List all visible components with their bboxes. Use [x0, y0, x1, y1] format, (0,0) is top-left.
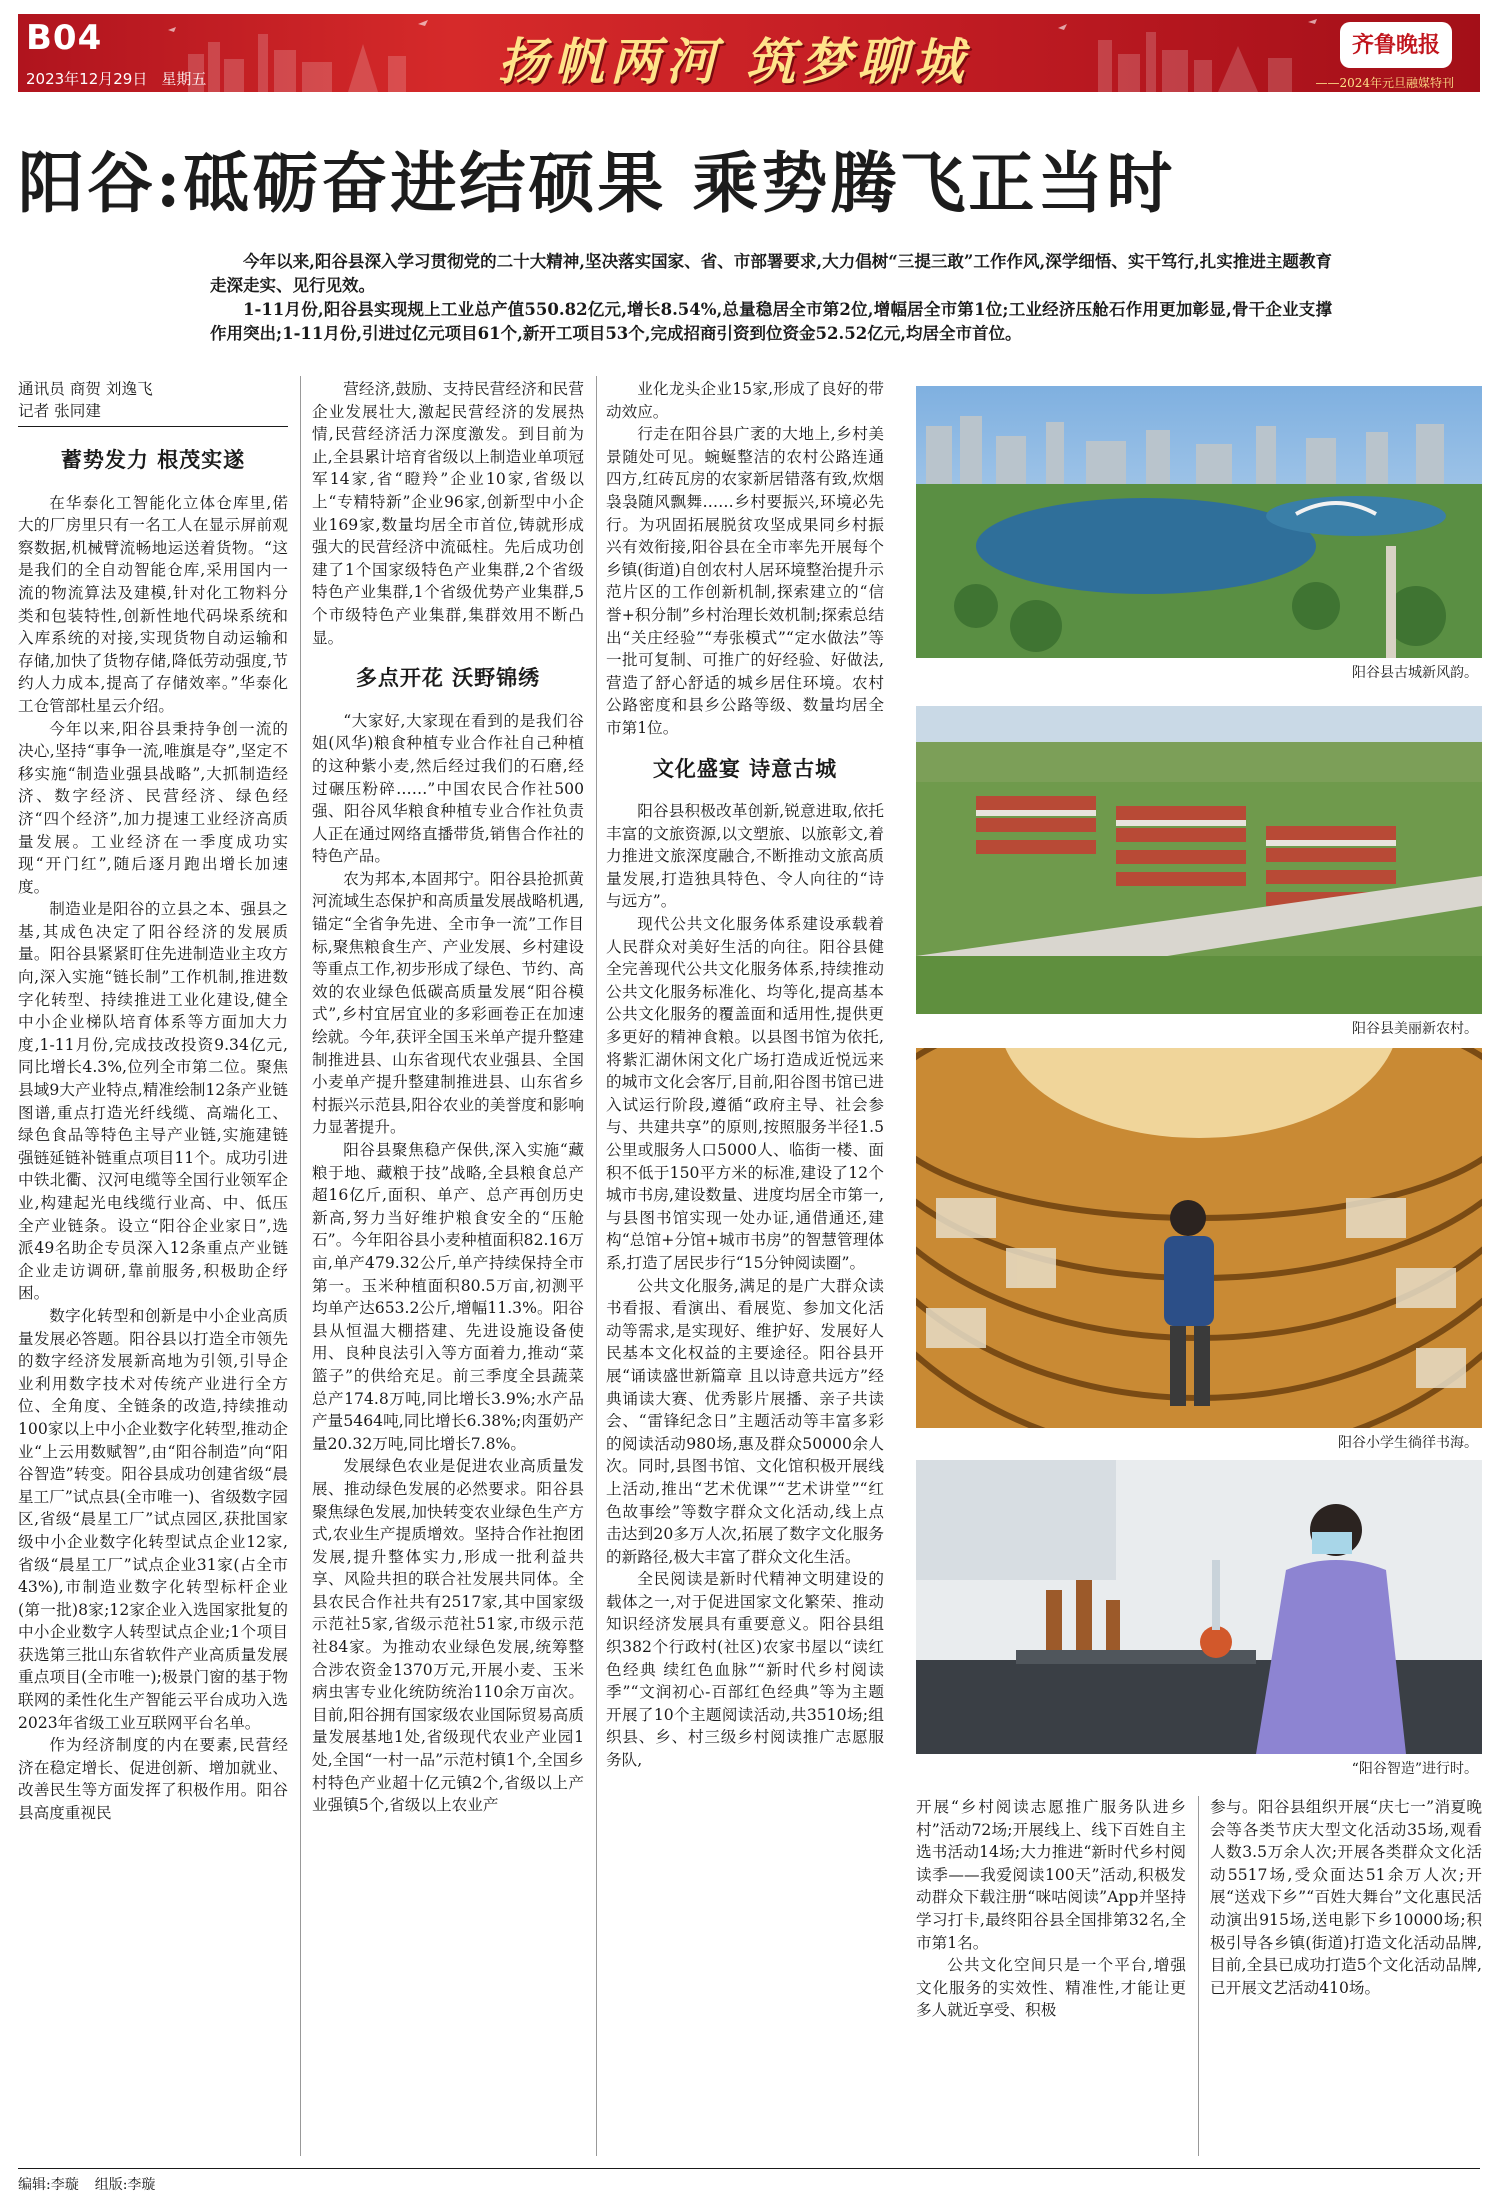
byline-reporter: 记者 张同建 — [18, 402, 101, 420]
photo-caption: “阳谷智造”进行时。 — [1351, 1761, 1478, 1777]
weekday-text: 星期五 — [161, 70, 207, 88]
body-paragraph: 开展“乡村阅读志愿推广服务队进乡村”活动72场;开展线上、线下百姓自主选书活动14场;大力推进“新时代乡村阅读季——我爱阅读100天”活动,积极发动群众下载注册“咪咕阅读”App并坚持学习打卡,最终阳谷县全国排第32名,全市第1名。 — [916, 1798, 1186, 1952]
lead-paragraph: 1-11月份,阳谷县实现规上工业总产值550.82亿元,增长8.54%,总量稳居全市第2位,增幅居全市第1位;工业经济压舱石作用更加彰显,骨干企业支撑作用突出;1-11月份,引进过亿元项目61个,新开工项目53个,完成招商引资到位资金52.52亿元,均居全市首位。 — [210, 300, 1332, 343]
date-text: 2023年12月29日 — [26, 70, 148, 88]
editor-credit: 编辑:李璇 — [18, 2177, 79, 2193]
column-2 — [312, 378, 584, 1817]
body-paragraph: 阳谷县聚焦稳产保供,深入实施“藏粮于地、藏粮于技”战略,全县粮食总产超16亿斤,面积、单产、总产再创历史新高,努力当好维护粮食安全的“压舱石”。今年阳谷县小麦种植面积82.16万亩,单产479.32公斤,单产持续保持全市第一。玉米种植面积80.5万亩,初测平均单产达653.2公斤,增幅11.3%。阳谷县从恒温大棚搭建、先进设施设备使用、良种良法引入等方面着力,推动“菜篮子”的供给充足。前三季度全县蔬菜总产174.8万吨,同比增长3.9%;水产品产量5464吨,同比增长6.38%;肉蛋奶产量20.32万吨,同比增长7.8%。 — [312, 1141, 584, 1453]
lead-paragraph: 今年以来,阳谷县深入学习贯彻党的二十大精神,坚决落实国家、省、市部署要求,大力倡树“三提三敢”工作作风,深学细悟、实干笃行,扎实推进主题教育走深走实、见行见效。 — [210, 252, 1332, 295]
photo-caption: 阳谷县美丽新农村。 — [1352, 1021, 1478, 1037]
article-lead — [210, 250, 1332, 346]
body-paragraph: 阳谷县积极改革创新,锐意进取,依托丰富的文旅资源,以文塑旅、以旅彰文,着力推进文旅深度融合,不断推动文旅高质量发展,打造独具特色、令人向往的“诗与远方”。 — [606, 802, 884, 911]
section-heading: 文化盛宴 诗意古城 — [652, 756, 838, 781]
body-paragraph: 业化龙头企业15家,形成了良好的带动效应。 — [606, 380, 884, 421]
body-paragraph: 公共文化服务,满足的是广大群众读书看报、看演出、看展览、参加文化活动等需求,是实现好、维护好、发展好人民基本文化权益的主要途径。阳谷县开展“诵读盛世新篇章 且以诗意共远方”经典诵读大赛、优秀影片展播、亲子共读会、“雷锋纪念日”主题活动等丰富多彩的阅读活动980场,惠及群众50000余人次。同时,县图书馆、文化馆积极开展线上活动,推出“艺术优课”“艺术讲堂”“红色故事绘”等数字群众文化活动,线上点击达到20多万人次,拓展了数字文化服务的新路径,极大丰富了群众文化生活。 — [606, 1276, 884, 1566]
body-paragraph: 公共文化空间只是一个平台,增强文化服务的实效性、精准性,才能让更多人就近享受、积极 — [916, 1956, 1186, 2020]
body-paragraph: 在华泰化工智能化立体仓库里,偌大的厂房里只有一名工人在显示屏前观察数据,机械臂流畅地运送着货物。“这是我们的全自动智能仓库,采用国内一流的物流算法及建模,针对化工物料分类和包装特性,创新性地代码垛系统和入库系统的对接,实现货物自动运输和存储,加快了货物存储,降低劳动强度,节约人力成本,提高了存储效率。”华泰化工仓管部杜星云介绍。 — [18, 493, 288, 715]
body-paragraph: 作为经济制度的内在要素,民营经济在稳定增长、促进创新、增加就业、改善民生等方面发挥了积极作用。阳谷县高度重视民 — [18, 1736, 288, 1823]
library-photo-image — [916, 1048, 1482, 1428]
byline-correspondents: 通讯员 商贺 刘逸飞 — [18, 380, 153, 398]
village-photo-image — [916, 706, 1482, 1014]
lab-worker-photo — [916, 1460, 1482, 1754]
page-number: B04 — [26, 18, 103, 58]
photo-caption: 阳谷县古城新风韵。 — [1352, 665, 1478, 681]
column-divider — [300, 376, 301, 2156]
library-photo — [916, 1048, 1482, 1428]
column-1 — [18, 378, 288, 1825]
body-paragraph: 行走在阳谷县广袤的大地上,乡村美景随处可见。蜿蜒整洁的农村公路连通四方,红砖瓦房的农家新居错落有致,炊烟袅袅随风飘舞……乡村要振兴,环境必先行。为巩固拓展脱贫攻坚成果同乡村振兴有效衔接,阳谷县在全市率先开展每个乡镇(街道)自创农村人居环境整治提升示范片区的工作创新机制,探索建立的“信誉+积分制”乡村治理长效机制;探索总结出“关庄经验”“寿张模式”“定水做法”等一批可复制、可推广的好经验、好做法,营造了舒心舒适的城乡居住环境。农村公路密度和县乡公路等级、数量均居全市第1位。 — [606, 425, 884, 737]
footer-rule — [18, 2168, 1480, 2169]
column-5 — [1210, 1796, 1482, 1999]
photo-caption: 阳谷小学生徜徉书海。 — [1338, 1435, 1478, 1451]
column-divider — [596, 376, 597, 2156]
section-slogan: 扬帆两河 筑梦聊城 — [498, 32, 970, 91]
byline — [18, 378, 288, 427]
body-paragraph: 营经济,鼓励、支持民营经济和民营企业发展壮大,激起民营经济的发展热情,民营经济活力深度激发。到目前为止,全县累计培育省级以上制造业单项冠军14家,省“瞪羚”企业10家,省级以上“专精特新”企业96家,创新型中小企业169家,数量均居全市首位,铸就形成强大的民营经济中流砥柱。先后成功创建了1个国家级特色产业集群,2个省级特色产业集群,1个省级优势产业集群,5个市级特色产业集群,集群效用不断凸显。 — [312, 380, 584, 647]
section-heading: 蓄势发力 根茂实遂 — [60, 448, 246, 472]
body-paragraph: 全民阅读是新时代精神文明建设的载体之一,对于促进国家文化繁荣、推动知识经济发展具有重要意义。阳谷县组织382个行政村(社区)农家书屋以“读红色经典 续红色血脉”“新时代乡村阅读季”“文润初心-百部红色经典”等为主题开展了10个主题阅读活动,共3510场;组织县、乡、村三级乡村阅读推广志愿服务队, — [606, 1570, 884, 1770]
lab-worker-photo-image — [916, 1460, 1482, 1754]
issue-date — [26, 68, 220, 89]
lake-city-photo — [916, 386, 1482, 658]
newspaper-logo: 齐鲁晚报 — [1340, 22, 1452, 68]
section-heading: 多点开花 沃野锦绣 — [355, 666, 541, 691]
layout-credit: 组版:李璇 — [94, 2177, 156, 2193]
special-edition-tag: ——2024年元旦融媒特刊 — [1315, 76, 1454, 90]
body-paragraph: 参与。阳谷县组织开展“庆七一”消夏晚会等各类节庆大型文化活动35场,观看人数3.5万余人次;开展各类群众文化活动5517场,受众面达51余万人次;开展“送戏下乡”“百姓大舞台”文化惠民活动演出915场,送电影下乡10000场;积极引导各乡镇(街道)打造文化活动品牌,目前,全县已成功打造5个文化活动品牌,已开展文艺活动410场。 — [1210, 1798, 1482, 1997]
column-divider — [1198, 1796, 1199, 2156]
body-paragraph: 数字化转型和创新是中小企业高质量发展必答题。阳谷县以打造全市领先的数字经济发展新高地为引领,引导企业利用数字技术对传统产业进行全方位、全角度、全链条的改造,持续推动100家以上中小企业数字化转型,推动企业“上云用数赋智”,由“阳谷制造”向“阳谷智造”转变。阳谷县成功创建省级“晨星工厂”试点县(全市唯一)、省级数字园区,省级“晨星工厂”试点园区,获批国家级中小企业数字化转型试点企业12家,省级“晨星工厂”试点企业31家(占全市43%),市制造业数字化转型标杆企业(第一批)8家;12家企业入选国家批复的中小企业数字人转型试点企业;1个项目获选第三批山东省软件产业高质量发展重点项目(全市唯一);极景门窗的基于物联网的柔性化生产智能云平台成功入选2023年省级工业互联网平台名单。 — [18, 1306, 288, 1732]
masthead-band — [18, 14, 1480, 92]
page-footer — [18, 2174, 171, 2194]
body-paragraph: “大家好,大家现在看到的是我们谷姐(风华)粮食种植专业合作社自己种植的这种紫小麦,然后经过我们的石磨,经过碾压粉碎……”中国农民合作社500强、阳谷风华粮食种植专业合作社负责人正在通过网络直播带货,销售合作社的特色产品。 — [312, 711, 584, 866]
column-4 — [916, 1796, 1186, 2022]
village-photo — [916, 706, 1482, 1014]
body-paragraph: 农为邦本,本固邦宁。阳谷县抢抓黄河流域生态保护和高质量发展战略机遇,锚定“全省争先进、全市争一流”工作目标,聚焦粮食生产、产业发展、乡村建设等重点工作,初步形成了绿色、节约、高效的农业绿色低碳高质量发展“阳谷模式”,乡村宜居宜业的多彩画卷正在加速绘就。今年,获评全国玉米单产提升整建制推进县、山东省现代农业强县、全国小麦单产提升整建制推进县、山东省乡村振兴示范县,阳谷农业的美誉度和影响力显著提升。 — [312, 869, 584, 1137]
body-paragraph: 现代公共文化服务体系建设承载着人民群众对美好生活的向往。阳谷县健全完善现代公共文化服务体系,持续推动公共文化服务标准化、均等化,提高基本公共文化服务的覆盖面和适用性,提供更多更好的精神食粮。以县图书馆为依托,将紫汇湖休闲文化广场打造成近悦远来的城市文化会客厅,目前,阳谷图书馆已进入试运行阶段,遵循“政府主导、社会参与、共建共享”的原则,按照服务半径1.5公里或服务人口5000人、临街一楼、面积不低于150平方米的标准,建设了12个城市书房,建设数量、进度均居全市第一,与县图书馆实现一处办证,通借通还,建构“总馆+分馆+城市书房”的智慧管理体系,打造了居民步行“15分钟阅读圈”。 — [606, 915, 884, 1272]
column-3 — [606, 378, 884, 1772]
body-paragraph: 今年以来,阳谷县秉持争创一流的决心,坚持“事争一流,唯旗是夺”,坚定不移实施“制造业强县战略”,大抓制造经济、数字经济、民营经济、绿色经济“四个经济”,加力提速工业经济高质量发展。工业经济在一季度成功实现“开门红”,随后逐月跑出增长加速度。 — [18, 719, 288, 896]
body-paragraph: 制造业是阳谷的立县之本、强县之基,其成色决定了阳谷经济的发展质量。阳谷县紧紧盯住先进制造业主攻方向,深入实施“链长制”工作机制,推进数字化转型、持续推进工业化建设,健全中小企业梯队培育体系等方面加大力度,1-11月份,完成技改投资9.34亿元,同比增长4.3%,位列全市第二位。聚焦县域9大产业特点,精准绘制12条产业链图谱,重点打造光纤线缆、高端化工、绿色食品等特色主导产业链,实施建链强链延链补链重点项目11个。成功引进中铁北衢、汉河电缆等全国行业领军企业,构建起光电线缆行业高、中、低压全产业链条。设立“阳谷企业家日”,选派49名助企专员深入12条重点产业链企业走访调研,靠前服务,积极助企纾困。 — [18, 900, 288, 1303]
body-paragraph: 发展绿色农业是促进农业高质量发展、推动绿色发展的必然要求。阳谷县聚焦绿色发展,加快转变农业绿色生产方式,农业生产提质增效。坚持合作社抱团发展,提升整体实力,形成一批利益共享、风险共担的联合社发展共同体。全县农民合作社共有2517家,其中国家级示范社5家,省级示范社51家,市级示范社84家。为推动农业绿色发展,统筹整合涉农资金1370万元,开展小麦、玉米病虫害专业化统防统治110余万亩次。目前,阳谷拥有国家级农业国际贸易高质量发展基地1处,省级现代农业产业园1处,全国“一村一品”示范村镇1个,全国乡村特色产业超十亿元镇2个,省级以上产业强镇5个,省级以上农业产 — [312, 1457, 584, 1815]
lake-city-photo-image — [916, 386, 1482, 658]
article-headline: 阳谷:砥砺奋进结硕果 乘势腾飞正当时 — [18, 144, 1176, 222]
